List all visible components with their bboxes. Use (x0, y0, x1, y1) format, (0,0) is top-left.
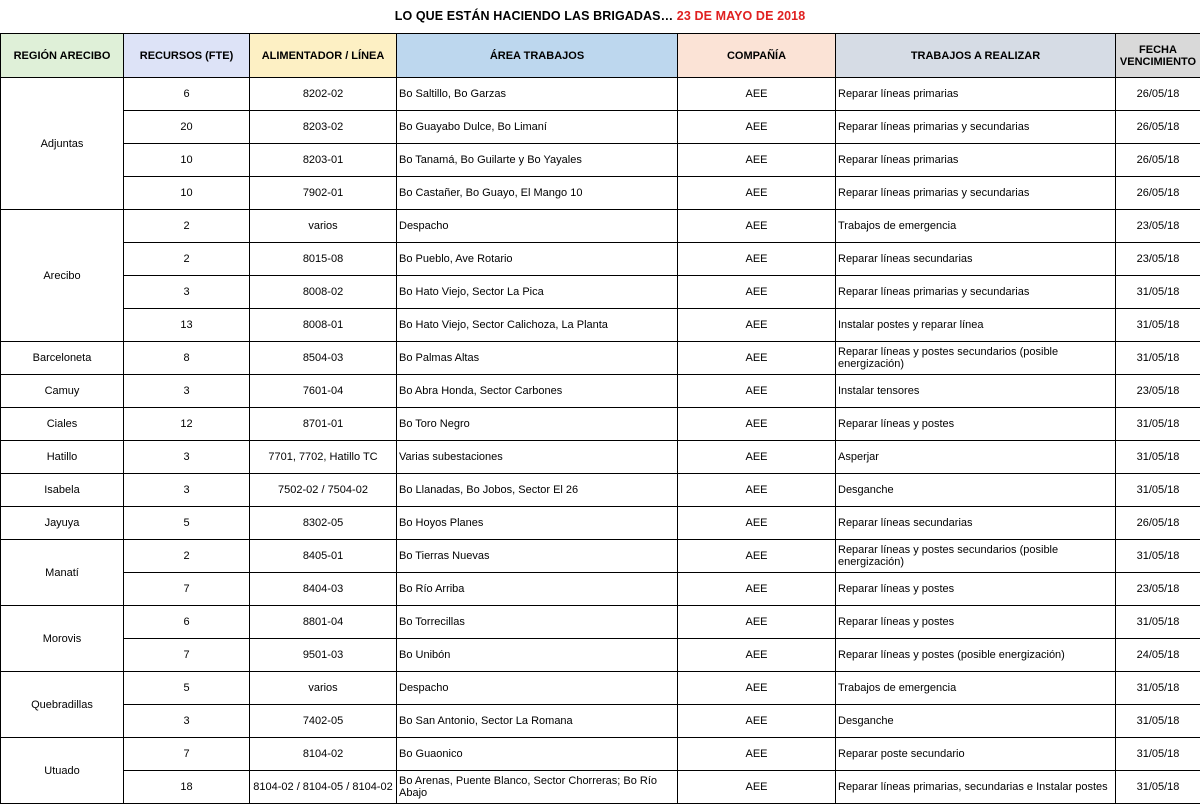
cell-area: Bo Abra Honda, Sector Carbones (397, 375, 678, 408)
cell-recursos: 2 (124, 210, 250, 243)
cell-compania: AEE (678, 705, 836, 738)
cell-alimentador: 8302-05 (250, 507, 397, 540)
cell-alimentador: 8504-03 (250, 342, 397, 375)
table-row (1, 771, 1200, 804)
cell-compania: AEE (678, 408, 836, 441)
cell-trabajos: Reparar líneas y postes secundarios (posible energización) (836, 342, 1116, 375)
table-row (1, 408, 1200, 441)
table-row (1, 441, 1200, 474)
cell-recursos: 7 (124, 738, 250, 771)
table-body (1, 78, 1200, 804)
cell-trabajos: Instalar postes y reparar línea (836, 309, 1116, 342)
cell-alimentador: 7902-01 (250, 177, 397, 210)
cell-recursos: 3 (124, 705, 250, 738)
table-row (1, 738, 1200, 771)
cell-alimentador: 8104-02 (250, 738, 397, 771)
cell-recursos: 18 (124, 771, 250, 804)
cell-alimentador: 8404-03 (250, 573, 397, 606)
cell-fecha: 31/05/18 (1116, 474, 1200, 507)
cell-fecha: 31/05/18 (1116, 738, 1200, 771)
cell-fecha: 31/05/18 (1116, 540, 1200, 573)
cell-area: Despacho (397, 672, 678, 705)
cell-fecha: 31/05/18 (1116, 408, 1200, 441)
cell-recursos: 2 (124, 540, 250, 573)
cell-alimentador: 8701-01 (250, 408, 397, 441)
cell-recursos: 12 (124, 408, 250, 441)
cell-fecha: 31/05/18 (1116, 276, 1200, 309)
cell-compania: AEE (678, 111, 836, 144)
cell-area: Bo Tierras Nuevas (397, 540, 678, 573)
header-alimentador: ALIMENTADOR / LÍNEA (250, 34, 397, 78)
cell-fecha: 31/05/18 (1116, 705, 1200, 738)
table-row (1, 474, 1200, 507)
cell-alimentador: 8405-01 (250, 540, 397, 573)
cell-trabajos: Reparar líneas primarias y secundarias (836, 276, 1116, 309)
cell-alimentador: 9501-03 (250, 639, 397, 672)
table-row (1, 111, 1200, 144)
cell-compania: AEE (678, 375, 836, 408)
cell-fecha: 31/05/18 (1116, 309, 1200, 342)
cell-trabajos: Reparar líneas primarias (836, 144, 1116, 177)
cell-recursos: 10 (124, 144, 250, 177)
cell-area: Bo Llanadas, Bo Jobos, Sector El 26 (397, 474, 678, 507)
cell-compania: AEE (678, 507, 836, 540)
cell-compania: AEE (678, 540, 836, 573)
header-recursos: RECURSOS (FTE) (124, 34, 250, 78)
cell-recursos: 2 (124, 243, 250, 276)
table-row (1, 177, 1200, 210)
cell-region: Hatillo (1, 441, 124, 474)
cell-trabajos: Reparar líneas y postes (836, 573, 1116, 606)
cell-region: Utuado (1, 738, 124, 804)
cell-trabajos: Reparar líneas primarias (836, 78, 1116, 111)
cell-compania: AEE (678, 441, 836, 474)
cell-trabajos: Desganche (836, 705, 1116, 738)
cell-region: Barceloneta (1, 342, 124, 375)
cell-recursos: 5 (124, 507, 250, 540)
table-row (1, 243, 1200, 276)
cell-fecha: 24/05/18 (1116, 639, 1200, 672)
cell-region: Arecibo (1, 210, 124, 342)
cell-area: Bo Hoyos Planes (397, 507, 678, 540)
cell-fecha: 31/05/18 (1116, 441, 1200, 474)
cell-alimentador: varios (250, 210, 397, 243)
cell-area: Bo Hato Viejo, Sector Calichoza, La Planta (397, 309, 678, 342)
cell-region: Morovis (1, 606, 124, 672)
cell-recursos: 6 (124, 606, 250, 639)
cell-compania: AEE (678, 672, 836, 705)
cell-trabajos: Reparar líneas y postes (836, 606, 1116, 639)
cell-alimentador: 7601-04 (250, 375, 397, 408)
cell-alimentador: 7502-02 / 7504-02 (250, 474, 397, 507)
cell-recursos: 10 (124, 177, 250, 210)
cell-compania: AEE (678, 639, 836, 672)
cell-trabajos: Reparar líneas secundarias (836, 243, 1116, 276)
cell-compania: AEE (678, 210, 836, 243)
cell-area: Bo Pueblo, Ave Rotario (397, 243, 678, 276)
cell-area: Bo San Antonio, Sector La Romana (397, 705, 678, 738)
cell-recursos: 3 (124, 474, 250, 507)
table-row (1, 210, 1200, 243)
cell-trabajos: Reparar líneas y postes (posible energización) (836, 639, 1116, 672)
cell-compania: AEE (678, 738, 836, 771)
cell-recursos: 8 (124, 342, 250, 375)
cell-compania: AEE (678, 474, 836, 507)
cell-compania: AEE (678, 771, 836, 804)
cell-compania: AEE (678, 177, 836, 210)
page-title (0, 0, 1200, 33)
table-row (1, 309, 1200, 342)
table-row (1, 342, 1200, 375)
table-row (1, 375, 1200, 408)
cell-recursos: 7 (124, 573, 250, 606)
cell-recursos: 7 (124, 639, 250, 672)
cell-fecha: 31/05/18 (1116, 342, 1200, 375)
cell-compania: AEE (678, 243, 836, 276)
cell-trabajos: Asperjar (836, 441, 1116, 474)
cell-area: Bo Toro Negro (397, 408, 678, 441)
cell-fecha: 26/05/18 (1116, 111, 1200, 144)
cell-compania: AEE (678, 606, 836, 639)
table-row (1, 606, 1200, 639)
cell-area: Bo Tanamá, Bo Guilarte y Bo Yayales (397, 144, 678, 177)
table-row (1, 276, 1200, 309)
cell-trabajos: Reparar líneas primarias y secundarias (836, 177, 1116, 210)
cell-region: Adjuntas (1, 78, 124, 210)
cell-fecha: 31/05/18 (1116, 606, 1200, 639)
cell-region: Quebradillas (1, 672, 124, 738)
cell-area: Bo Castañer, Bo Guayo, El Mango 10 (397, 177, 678, 210)
cell-alimentador: 8008-01 (250, 309, 397, 342)
cell-recursos: 5 (124, 672, 250, 705)
cell-region: Manatí (1, 540, 124, 606)
cell-trabajos: Trabajos de emergencia (836, 672, 1116, 705)
header-region: REGIÓN ARECIBO (1, 34, 124, 78)
cell-fecha: 26/05/18 (1116, 507, 1200, 540)
cell-compania: AEE (678, 573, 836, 606)
table-row (1, 705, 1200, 738)
cell-trabajos: Reparar poste secundario (836, 738, 1116, 771)
cell-fecha: 26/05/18 (1116, 144, 1200, 177)
cell-trabajos: Instalar tensores (836, 375, 1116, 408)
cell-fecha: 23/05/18 (1116, 375, 1200, 408)
cell-alimentador: 7701, 7702, Hatillo TC (250, 441, 397, 474)
cell-alimentador: 8202-02 (250, 78, 397, 111)
cell-recursos: 20 (124, 111, 250, 144)
cell-area: Varias subestaciones (397, 441, 678, 474)
cell-fecha: 23/05/18 (1116, 573, 1200, 606)
cell-trabajos: Reparar líneas y postes secundarios (posible energización) (836, 540, 1116, 573)
cell-alimentador: 8801-04 (250, 606, 397, 639)
cell-recursos: 13 (124, 309, 250, 342)
table-row (1, 144, 1200, 177)
cell-fecha: 31/05/18 (1116, 672, 1200, 705)
cell-trabajos: Trabajos de emergencia (836, 210, 1116, 243)
table-row (1, 78, 1200, 111)
cell-compania: AEE (678, 276, 836, 309)
header-fecha: FECHA VENCIMIENTO (1116, 34, 1200, 78)
cell-alimentador: 8015-08 (250, 243, 397, 276)
cell-alimentador: varios (250, 672, 397, 705)
cell-recursos: 3 (124, 375, 250, 408)
table-row (1, 507, 1200, 540)
brigadas-table (0, 33, 1200, 804)
cell-fecha: 23/05/18 (1116, 243, 1200, 276)
cell-area: Bo Guaonico (397, 738, 678, 771)
table-row (1, 672, 1200, 705)
header-compania: COMPAÑÍA (678, 34, 836, 78)
cell-compania: AEE (678, 309, 836, 342)
cell-region: Isabela (1, 474, 124, 507)
cell-area: Bo Unibón (397, 639, 678, 672)
cell-area: Bo Guayabo Dulce, Bo Limaní (397, 111, 678, 144)
cell-area: Bo Río Arriba (397, 573, 678, 606)
cell-area: Bo Torrecillas (397, 606, 678, 639)
cell-fecha: 26/05/18 (1116, 177, 1200, 210)
cell-trabajos: Reparar líneas primarias y secundarias (836, 111, 1116, 144)
title-date: 23 DE MAYO DE 2018 (676, 9, 806, 23)
cell-area: Bo Hato Viejo, Sector La Pica (397, 276, 678, 309)
cell-trabajos: Reparar líneas secundarias (836, 507, 1116, 540)
cell-alimentador: 8008-02 (250, 276, 397, 309)
cell-region: Camuy (1, 375, 124, 408)
cell-alimentador: 8203-01 (250, 144, 397, 177)
table-row (1, 540, 1200, 573)
table-row (1, 573, 1200, 606)
cell-trabajos: Desganche (836, 474, 1116, 507)
header-trabajos: TRABAJOS A REALIZAR (836, 34, 1116, 78)
cell-alimentador: 7402-05 (250, 705, 397, 738)
cell-recursos: 6 (124, 78, 250, 111)
cell-recursos: 3 (124, 276, 250, 309)
cell-compania: AEE (678, 342, 836, 375)
cell-fecha: 26/05/18 (1116, 78, 1200, 111)
cell-region: Jayuya (1, 507, 124, 540)
cell-trabajos: Reparar líneas primarias, secundarias e Instalar postes (836, 771, 1116, 804)
cell-area: Bo Saltillo, Bo Garzas (397, 78, 678, 111)
cell-area: Despacho (397, 210, 678, 243)
cell-fecha: 31/05/18 (1116, 771, 1200, 804)
cell-alimentador: 8104-02 / 8104-05 / 8104-02 (250, 771, 397, 804)
cell-fecha: 23/05/18 (1116, 210, 1200, 243)
header-row (1, 34, 1200, 78)
cell-trabajos: Reparar líneas y postes (836, 408, 1116, 441)
cell-region: Ciales (1, 408, 124, 441)
cell-compania: AEE (678, 144, 836, 177)
table-row (1, 639, 1200, 672)
title-main: LO QUE ESTÁN HACIENDO LAS BRIGADAS… (394, 9, 674, 23)
cell-recursos: 3 (124, 441, 250, 474)
cell-alimentador: 8203-02 (250, 111, 397, 144)
cell-compania: AEE (678, 78, 836, 111)
header-area: ÁREA TRABAJOS (397, 34, 678, 78)
cell-area: Bo Palmas Altas (397, 342, 678, 375)
cell-area: Bo Arenas, Puente Blanco, Sector Chorreras; Bo Río Abajo (397, 771, 678, 804)
